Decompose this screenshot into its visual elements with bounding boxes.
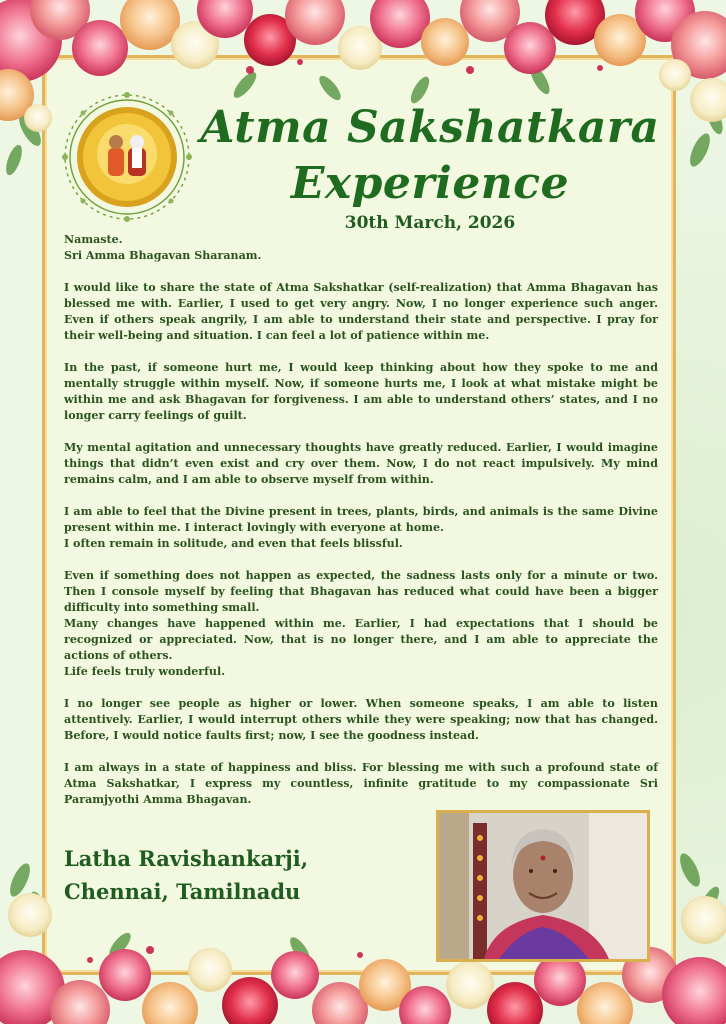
date-text: 30th March, 2026 — [344, 213, 516, 233]
paragraph-1: I would like to share the state of Atma Sakshatkar (self-realization) that Amma Bhagavan has blessed me with. Earlier, I used to get very angry. Now, I no longer experience such anger. Even if others speak angrily, I am able to understand their state and perspective. I pray for their well-being and situation. I can feel a lot of patience within me. — [64, 281, 658, 342]
portrait-photo — [436, 810, 650, 962]
signature-name: Latha Ravishankarji, — [64, 846, 309, 871]
paragraph-9: I no longer see people as higher or lower. When someone speaks, I am able to listen attentively. Earlier, I would interrupt others while they were speaking; now that has changed. Before, I would notice faults first; now, I see the goodness instead. — [64, 697, 658, 742]
paragraph-3: My mental agitation and unnecessary thoughts have greatly reduced. Earlier, I would imagine things that didn’t even exist and cry over them. Now, I do not react impulsively. My mind remains calm, and I am able to observe myself from within. — [64, 441, 658, 486]
title-line-1: Atma Sakshatkara — [200, 102, 660, 153]
signature-place: Chennai, Tamilnadu — [64, 879, 301, 904]
paragraph-6: Even if something does not happen as expected, the sadness lasts only for a minute or two. Then I console myself by feeling that Bhagavan has reduced what could have been a bigger difficulty into something small. — [64, 569, 658, 614]
salutation: Sri Amma Bhagavan Sharanam. — [64, 249, 262, 262]
paragraph-5: I often remain in solitude, and even that feels blissful. — [64, 537, 403, 550]
portrait-image-icon — [439, 813, 647, 959]
signature — [64, 842, 384, 908]
paragraph-8: Life feels truly wonderful. — [64, 665, 226, 678]
paragraph-10: I am always in a state of happiness and bliss. For blessing me with such a profound state of Atma Sakshatkar, I express my countless, infinite gratitude to my compassionate Sri Paramjyothi Amma Bhagavan. — [64, 761, 658, 806]
letter-body — [64, 232, 658, 824]
paragraph-7: Many changes have happened within me. Earlier, I had expectations that I should be recognized or appreciated. Now, that is no longer there, and I am able to appreciate the actions of others. — [64, 617, 658, 662]
deity-emblem-icon — [60, 90, 194, 224]
paragraph-2: In the past, if someone hurt me, I would keep thinking about how they spoke to me and mentally struggle within myself. Now, if someone hurts me, I look at what mistake might be within me and ask Bhagavan for forgiveness. I am able to understand others’ states, and I no longer carry feelings of guilt. — [64, 361, 658, 422]
greeting: Namaste. — [64, 233, 123, 246]
title-line-2: Experience — [290, 158, 570, 209]
page-title — [190, 100, 670, 212]
paragraph-4: I am able to feel that the Divine present in trees, plants, birds, and animals is the same Divine present within me. I interact lovingly with everyone at home. — [64, 505, 658, 534]
